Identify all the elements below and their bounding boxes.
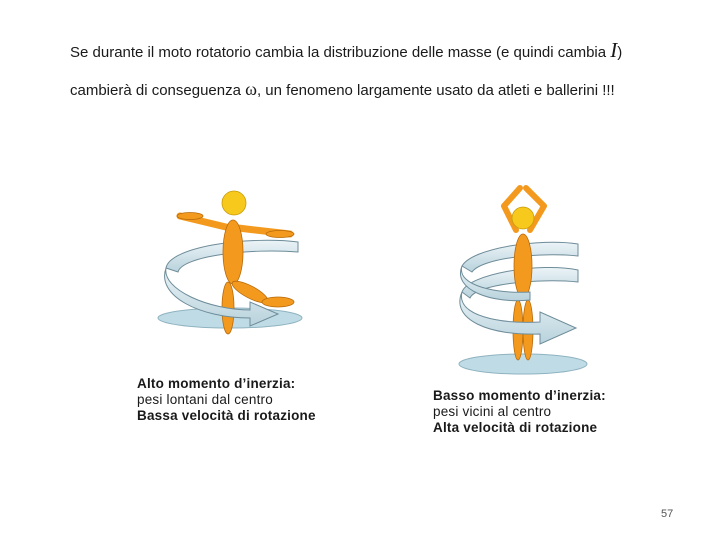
right-floor-disc [459,354,587,374]
intro-line-2-end: , un fenomeno largamente usato da atleti e ballerini !!! [256,82,615,99]
left-foot-raised [262,297,294,307]
intro-text [70,40,700,101]
right-caption-subtitle: pesi vicini al centro [433,404,552,419]
omega-symbol: ω [245,79,257,99]
right-head [512,207,534,229]
left-caption-result: Bassa velocità di rotazione [137,408,316,423]
inertia-symbol: I [610,38,618,62]
intro-line-1 [70,40,700,63]
intro-line-1-text: Se durante il moto rotatorio cambia la distribuzione delle masse (e quindi cambia [70,44,611,61]
left-dancer-group [158,191,302,334]
intro-line-1-end: ) [617,44,623,61]
right-caption-title: Basso momento d’inerzia: [433,388,606,403]
left-caption [137,376,316,424]
right-caption [433,388,606,436]
left-caption-subtitle: pesi lontani dal centro [137,392,273,407]
right-dancer-group [459,188,587,374]
intro-line-2 [70,79,700,101]
left-torso [223,220,243,284]
page-number: 57 [661,508,674,520]
left-hand-left [177,213,203,220]
left-hand-right [266,231,294,238]
left-caption-title: Alto momento d’inerzia: [137,376,296,391]
left-head [222,191,246,215]
right-caption-result: Alta velocità di rotazione [433,420,598,435]
right-torso [514,234,532,298]
intro-line-2-text: cambierà di conseguenza [70,82,246,99]
